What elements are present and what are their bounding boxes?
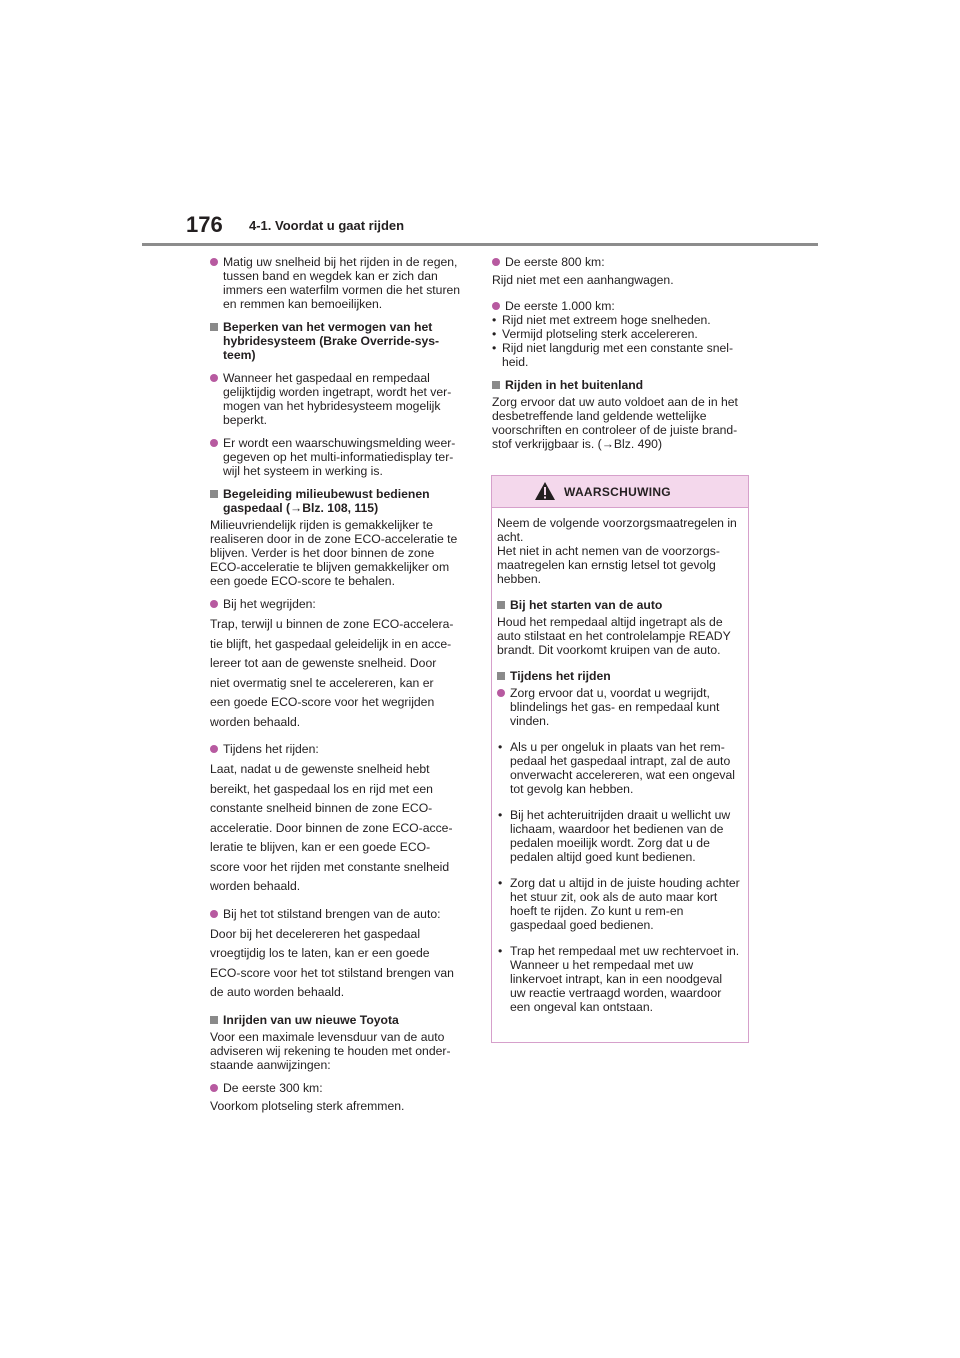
list-item: Tijdens het rijden: (210, 742, 466, 756)
page-number: 176 (186, 212, 223, 237)
bullet-icon (497, 689, 505, 697)
bullet-icon (210, 439, 218, 447)
bullet-icon (210, 600, 218, 608)
paragraph: Houd het rempedaal altijd ingetrapt als de auto stilstaat en het controlelampje READY brandt. Dit voorkomt kruipen van de auto. (497, 615, 731, 657)
bullet-icon (492, 258, 500, 266)
bullet-icon (210, 258, 218, 266)
list-item: • Trap het rempedaal met uw rechtervoet in. Wanneer u het rempedaal met uw linkervoet intrapt, kan in een noodgeval uw reactie vertraagd worden, waardoor een ongeval kan ontstaan. (498, 944, 740, 1014)
square-icon (210, 490, 218, 498)
paragraph: Voorkom plotseling sterk afremmen. (210, 1098, 405, 1113)
list-item: • Vermijd plotseling sterk accelereren. (492, 327, 698, 341)
square-icon (210, 323, 218, 331)
subheading: Inrijden van uw nieuwe Toyota (210, 1013, 466, 1027)
page-header (0, 0, 960, 250)
list-item: De eerste 300 km: (210, 1081, 466, 1095)
header-rule (142, 243, 818, 246)
bullet-icon (210, 374, 218, 382)
warning-title: WAARSCHUWING (564, 485, 671, 499)
list-item: Bij het wegrijden: (210, 597, 466, 611)
list-item: • Als u per ongeluk in plaats van het rem-pedaal het gaspedaal intrapt, zal de auto onverwacht accelereren, wat een ongeval tot gevolg kan hebben. (498, 740, 735, 796)
subheading: Tijdens het rijden (497, 669, 740, 683)
paragraph: Trap, terwijl u binnen de zone ECO-accelera- tie blijft, het gaspedaal geleidelijk in en acce- lereer tot aan de gewenste snelheid. Door niet overmatig snel te accelereren, kan er een goede ECO-score voor het wegrijden worden behaald. (210, 617, 454, 729)
list-item: Bij het tot stilstand brengen van de auto: (210, 907, 466, 921)
list-item: De eerste 800 km: (492, 255, 750, 269)
list-item: • Bij het achteruitrijden draait u wellicht uw lichaam, waardoor het bedienen van de pedalen moeilijk wordt. Zorg dat u de pedalen altijd goed kunt bedienen. (498, 808, 731, 864)
right-column (492, 255, 750, 460)
bullet-icon (492, 302, 500, 310)
warning-header (492, 476, 748, 508)
square-icon (492, 381, 500, 389)
paragraph: Zorg ervoor dat uw auto voldoet aan de in het desbetreffende land geldende wettelijke voorschriften en controleer of de juiste brand-stof verkrijgbaar is. (→Blz. 490) (492, 395, 738, 451)
paragraph: Laat, nadat u de gewenste snelheid hebt bereikt, het gaspedaal los en rijd met een constante snelheid binnen de zone ECO- acceleratie. Door binnen de zone ECO-acce- leratie te blijven, kan er een goede ECO- score voor het rijden met constante snelheid worden behaald. (210, 762, 453, 893)
warning-triangle-icon (534, 481, 556, 501)
list-item: • Zorg dat u altijd in de juiste houding achter het stuur zit, ook als de auto maar kort hoeft te rijden. Zo kunt u rem-en gaspedaal goed bedienen. (498, 876, 740, 932)
warning-box (491, 475, 749, 1043)
paragraph: Voor een maximale levensduur van de auto adviseren wij rekening te houden met onder-staande aanwijzingen: (210, 1029, 451, 1072)
list-item: Er wordt een waarschuwingsmelding weer-gegeven op het multi-informatiedisplay ter-wijl het systeem in werking is. (210, 436, 466, 478)
warning-intro: Neem de volgende voorzorgsmaatregelen in acht. Het niet in acht nemen van de voorzorgs-maatregelen kan ernstig letsel tot gevolg hebben. (497, 516, 737, 586)
subheading: Begeleiding milieubewust bedienen gaspedaal (→Blz. 108, 115) (210, 487, 466, 515)
section-title: 4-1. Voordat u gaat rijden (249, 218, 405, 233)
square-icon (210, 1016, 218, 1024)
left-column (210, 255, 466, 1122)
square-icon (497, 601, 505, 609)
list-item: Matig uw snelheid bij het rijden in de regen, tussen band en wegdek kan er zich dan immers een waterfilm vormen die het sturen en remmen kan bemoeilijken. (210, 255, 466, 311)
subheading: Beperken van het vermogen van het hybridesysteem (Brake Override-sys-teem) (210, 320, 466, 362)
subheading: Bij het starten van de auto (497, 598, 740, 612)
list-item: Wanneer het gaspedaal en rempedaal gelijktijdig worden ingetrapt, wordt het ver-mogen van het hybridesysteem mogelijk beperkt. (210, 371, 466, 427)
list-item: De eerste 1.000 km: (492, 299, 750, 313)
paragraph: Rijd niet met een aanhangwagen. (492, 273, 674, 287)
paragraph: Milieuvriendelijk rijden is gemakkelijker te realiseren door in de zone ECO-acceleratie te blijven. Verder is het door binnen de zone ECO-acceleratie te blijven gemakkelijker om een goede ECO-score te behalen. (210, 518, 458, 588)
paragraph: Door bij het decelereren het gaspedaal vroegtijdig los te laten, kan er een goede ECO-score voor het tot stilstand brengen van de auto worden behaald. (210, 926, 454, 999)
list-item: • Rijd niet langdurig met een constante snel-heid. (492, 341, 734, 369)
list-item: Zorg ervoor dat u, voordat u wegrijdt, blindelings het gas- en rempedaal kunt vinden. (497, 686, 740, 728)
bullet-icon (210, 910, 218, 918)
bullet-icon (210, 1084, 218, 1092)
bullet-icon (210, 745, 218, 753)
warning-body (492, 508, 748, 1014)
list-item: • Rijd niet met extreem hoge snelheden. (492, 313, 711, 327)
subheading: Rijden in het buitenland (492, 378, 750, 392)
square-icon (497, 672, 505, 680)
